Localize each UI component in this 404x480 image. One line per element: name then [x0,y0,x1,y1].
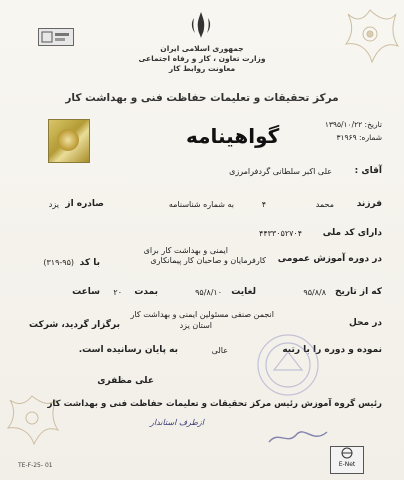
number-label: شماره: [359,133,382,142]
header-line-2: وزارت تعاون ، کار و رفاه اجتماعی [138,54,266,63]
enet-badge [330,446,364,474]
watermark-seal-icon [248,330,328,400]
signer-name: علی مظفری [97,376,154,386]
form-code: TE-F-25- 01 [18,462,53,469]
held-text: برگزار گردید، شرکت [28,320,120,330]
hologram-seal-icon [57,129,79,151]
issued-label: صادره از [65,199,104,209]
grade-label: نموده و دوره را با رتبه [282,345,382,355]
grade-value: عالی [211,346,228,355]
header-line-3: معاونت روابط کار [168,64,236,73]
son-label: فرزند [356,199,382,209]
duration-value: ۲۰ [113,288,122,297]
from-label: که از تاریخ [334,287,382,297]
signer-title: رئیس گروه آموزش رئیس مرکز تحقیقات و تعلیمات حفاظت فنی و بهداشت کار [47,399,382,409]
hours-label: ساعت [72,287,100,297]
course-line-1: ایمنی و بهداشت کار برای [143,246,228,255]
place-label: در محل [348,318,382,328]
signature-handwriting: ازطرف استاندار [150,418,204,427]
son-value: محمد [315,200,334,209]
certificate-title: گواهینامه [186,124,280,148]
nid-value: ۴۴۳۳۰۵۲۷۰۴ [259,229,302,238]
center-name: مرکز تحقیقات و تعلیمات حفاظت فنی و بهداشت کار [65,92,339,104]
code-value: (۳۱۹-۹۵) [43,258,74,267]
from-value: ۹۵/۸/۸ [303,288,326,297]
mr-value: علی اکبر سلطانی گردفرامرزی [229,167,332,176]
iran-emblem-icon [188,10,214,40]
certification-logo [38,28,74,46]
date-value: ۱۳۹۵/۱۰/۲۲ [324,120,363,129]
enet-label: E-Net [338,461,356,468]
hologram-seal [48,119,90,163]
place-line-2: استان یزد [179,321,212,330]
signature-stroke-icon [265,420,335,452]
course-label: در دوره آموزش عمومی [277,254,382,264]
id-value: ۴ [261,200,266,209]
place-line-1: انجمن صنفی مسئولین ایمنی و بهداشت کار [130,310,274,319]
nid-label: دارای کد ملی [322,228,382,238]
issued-value: یزد [48,200,59,209]
id-label: به شماره شناسنامه [168,200,234,209]
completed-text: به پایان رسانیده است. [78,345,178,355]
date-label: تاریخ: [364,120,382,129]
header-line-1: جمهوری اسلامی ایران [160,44,244,53]
to-label: لغایت [231,287,256,297]
duration-label: بمدت [134,287,158,297]
code-label: با کد [79,258,100,268]
number-value: ۳۱۹۶۹ [336,133,357,142]
course-line-2: کارفرمایان و صاحبان کار پیمانکاری [150,256,266,265]
to-value: ۹۵/۸/۱۰ [195,288,222,297]
date-row [325,120,382,129]
mr-label: آقای : [354,166,382,176]
enet-logo-icon [337,447,357,459]
cert-logo-icon [39,29,73,45]
number-row [336,133,382,142]
